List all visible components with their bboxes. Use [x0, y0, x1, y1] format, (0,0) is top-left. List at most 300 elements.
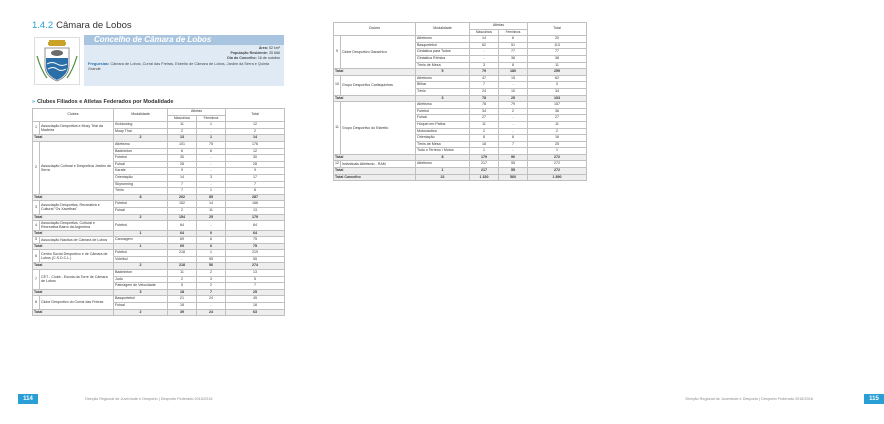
total-label: Total: [33, 309, 114, 316]
total-masculinos: 39: [168, 309, 197, 316]
modalidade-cell: Motonáutica: [416, 128, 470, 135]
club-number: 11: [334, 102, 341, 155]
club-number: 1: [33, 122, 40, 135]
total-atletas: 75: [226, 243, 285, 250]
total-femininos: 7: [197, 289, 226, 296]
header-femininos: Femininos: [499, 29, 528, 36]
masculinos-cell: -: [470, 55, 499, 62]
total-masculinos: 154: [168, 214, 197, 221]
header-masculinos: Masculinos: [168, 115, 197, 122]
total-masculinos: 64: [168, 230, 197, 237]
femininos-cell: 55: [197, 256, 226, 263]
femininos-cell: 24: [197, 296, 226, 303]
masculinos-cell: -: [168, 256, 197, 263]
femininos-cell: 2: [197, 270, 226, 277]
grand-total-modalidades: 22: [416, 174, 470, 181]
club-number: 5: [33, 237, 40, 244]
masculinos-cell: 2: [470, 128, 499, 135]
table-row: [33, 201, 285, 208]
masculinos-cell: 30: [168, 155, 197, 162]
total-atletas: 63: [226, 309, 285, 316]
total-cell: 13: [226, 207, 285, 214]
total-cell: 62: [528, 75, 587, 82]
masculinos-cell: 78: [470, 102, 499, 109]
footer-right: [614, 394, 884, 404]
masculinos-cell: -: [470, 49, 499, 56]
femininos-cell: 77: [499, 49, 528, 56]
total-femininos: 55: [499, 168, 528, 175]
club-name: Individuais Atletismo - RAM: [341, 161, 416, 168]
femininos-cell: 79: [499, 102, 528, 109]
total-cell: 7: [226, 283, 285, 290]
modalidade-cell: Ginástica Rítmica: [416, 55, 470, 62]
total-cell: 9: [226, 168, 285, 175]
masculinos-cell: 11: [168, 122, 197, 129]
masculinos-cell: 8: [470, 135, 499, 142]
masculinos-cell: 14: [470, 36, 499, 43]
fact-municipal-day: Dia do Concelho: 16 de outubro: [227, 56, 280, 60]
modalidade-cell: Atletismo: [416, 75, 470, 82]
masculinos-cell: 11: [168, 270, 197, 277]
total-row: [334, 154, 587, 161]
modalidade-cell: Canoagem: [114, 237, 168, 244]
total-modalidades: 8: [114, 194, 168, 201]
club-number: 9: [334, 36, 341, 69]
footer-left: [18, 394, 288, 404]
total-cell: 5: [226, 276, 285, 283]
total-femininos: 85: [197, 194, 226, 201]
club-name: Associação Desportiva, Cultural e Recreativa Bairro da Argentina: [40, 221, 114, 230]
total-cell: 28: [226, 161, 285, 168]
total-cell: 55: [226, 256, 285, 263]
modalidade-cell: Skyrunning: [114, 181, 168, 188]
femininos-cell: 10: [499, 88, 528, 95]
modalidade-cell: Basquetebol: [114, 296, 168, 303]
masculinos-cell: 5: [168, 283, 197, 290]
total-modalidades: 5: [416, 69, 470, 76]
modalidade-cell: Futebol: [416, 108, 470, 115]
total-row: [334, 69, 587, 76]
total-atletas: 103: [528, 95, 587, 102]
club-name: Associação Desportiva, Recreativa e Cultural "Os Xavelhas": [40, 201, 114, 214]
masculinos-cell: 218: [168, 250, 197, 257]
total-cell: 2: [528, 128, 587, 135]
section-title: [32, 20, 132, 31]
modalidade-cell: Atletismo: [416, 161, 470, 168]
header-atletas: Atletas: [470, 23, 528, 30]
right-page: [300, 0, 879, 424]
femininos-cell: 6: [499, 36, 528, 43]
total-femininos: 25: [499, 95, 528, 102]
total-cell: 77: [528, 49, 587, 56]
total-cell: 75: [226, 237, 285, 244]
modalidade-cell: Patinagem de Velocidade: [114, 283, 168, 290]
femininos-cell: 38: [499, 55, 528, 62]
modalidade-cell: Futsal: [114, 207, 168, 214]
freguesias-list: Freguesias: Câmara de Lobos, Curral das Freiras, Estreito de Câmara de Lobos, Jardim da Serra e Quinta Grande: [88, 62, 270, 71]
total-label: Total: [33, 263, 114, 270]
table-row: [334, 75, 587, 82]
header-clubes: Clubes: [334, 23, 416, 36]
page-number: 115: [864, 394, 884, 404]
total-row: [334, 95, 587, 102]
total-label: Total: [334, 69, 416, 76]
masculinos-cell: 7: [168, 188, 197, 195]
femininos-cell: -: [499, 128, 528, 135]
total-row: [33, 135, 285, 142]
total-cell: 1: [528, 148, 587, 155]
fact-population: População Residente: 35 666: [230, 51, 280, 55]
header-modalidade: Modalidade: [114, 109, 168, 122]
femininos-cell: -: [197, 155, 226, 162]
total-cell: 219: [226, 250, 285, 257]
modalidade-cell: Futebol: [114, 250, 168, 257]
femininos-cell: 15: [499, 75, 528, 82]
chevron-right-icon: »: [32, 99, 36, 105]
total-masculinos: 217: [470, 168, 499, 175]
total-atletas: 25: [226, 289, 285, 296]
total-label: Total: [33, 214, 114, 221]
club-name: Grupo Desportivo Carlisquinhas: [341, 75, 416, 95]
left-page: [0, 0, 300, 424]
total-row: [33, 289, 285, 296]
total-cell: 38: [528, 55, 587, 62]
modalidade-cell: Ténis: [416, 88, 470, 95]
masculinos-cell: 21: [168, 296, 197, 303]
femininos-cell: 51: [499, 42, 528, 49]
femininos-cell: 6: [197, 237, 226, 244]
total-atletas: 14: [226, 135, 285, 142]
grand-total-label: Total Concelho: [334, 174, 416, 181]
modalidade-cell: Todo o Terreno / Motos: [416, 148, 470, 155]
table-row: [334, 161, 587, 168]
total-cell: 18: [226, 303, 285, 310]
femininos-cell: 8: [499, 135, 528, 142]
grand-total-femininos: 560: [499, 174, 528, 181]
total-atletas: 259: [528, 69, 587, 76]
masculinos-cell: 47: [470, 75, 499, 82]
section-number: 1.4.2: [32, 20, 54, 31]
modalidade-cell: Futebol: [114, 155, 168, 162]
total-row: [33, 243, 285, 250]
total-modalidades: 1: [114, 243, 168, 250]
femininos-cell: 55: [499, 161, 528, 168]
masculinos-cell: 34: [470, 108, 499, 115]
modalidade-cell: Futsal: [114, 161, 168, 168]
header-modalidade: Modalidade: [416, 23, 470, 36]
total-modalidades: 2: [114, 214, 168, 221]
grand-total-masculinos: 1 320: [470, 174, 499, 181]
modalidade-cell: Judo: [114, 276, 168, 283]
masculinos-cell: 18: [470, 141, 499, 148]
modalidade-cell: Hóquei em Patins: [416, 121, 470, 128]
total-masculinos: 202: [168, 194, 197, 201]
masculinos-cell: 2: [168, 276, 197, 283]
masculinos-cell: 1: [470, 148, 499, 155]
total-modalidades: 1: [114, 230, 168, 237]
femininos-cell: -: [197, 181, 226, 188]
total-cell: 27: [528, 115, 587, 122]
total-cell: 11: [528, 121, 587, 128]
total-cell: 25: [528, 141, 587, 148]
club-name: Clube Desportivo Garachico: [341, 36, 416, 69]
total-masculinos: 13: [168, 135, 197, 142]
club-name: Associação Cultural e Desportiva Jardim da Serra: [40, 141, 114, 194]
total-masculinos: 179: [470, 154, 499, 161]
total-masculinos: 69: [168, 243, 197, 250]
modalidade-cell: Karate: [114, 168, 168, 175]
section-name: Câmara de Lobos: [56, 20, 132, 31]
femininos-cell: 1: [197, 250, 226, 257]
femininos-cell: 1: [197, 122, 226, 129]
total-cell: 2: [226, 128, 285, 135]
modalidade-cell: Kickboxing: [114, 122, 168, 129]
grand-total-atletas: 1 890: [528, 174, 587, 181]
club-number: 7: [33, 270, 40, 290]
femininos-cell: 11: [197, 207, 226, 214]
municipal-crest-icon: [34, 37, 80, 85]
total-cell: 36: [528, 108, 587, 115]
header-clubes: Clubes: [33, 109, 114, 122]
masculinos-cell: 2: [168, 207, 197, 214]
municipality-banner: [84, 35, 284, 86]
total-label: Total: [33, 194, 114, 201]
total-cell: 45: [226, 296, 285, 303]
total-modalidades: 3: [416, 95, 470, 102]
total-atletas: 287: [226, 194, 285, 201]
total-femininos: 96: [499, 154, 528, 161]
modalidade-cell: Atletismo: [416, 102, 470, 109]
total-atletas: 64: [226, 230, 285, 237]
femininos-cell: 3: [197, 174, 226, 181]
club-number: 2: [33, 141, 40, 194]
header-total: Total: [226, 109, 285, 122]
total-cell: 30: [226, 155, 285, 162]
table-row: [33, 237, 285, 244]
masculinos-cell: 3: [470, 62, 499, 69]
total-cell: 34: [528, 88, 587, 95]
table-row: [33, 296, 285, 303]
total-cell: 0: [528, 82, 587, 89]
masculinos-cell: 69: [168, 237, 197, 244]
table-subheading: » Clubes Filiados e Atletas Federados por Modalidade: [32, 99, 174, 105]
modalidade-cell: Orientação: [416, 135, 470, 142]
table-row: [334, 102, 587, 109]
masculinos-cell: 6: [168, 148, 197, 155]
total-atletas: 179: [226, 214, 285, 221]
total-modalidades: 2: [114, 135, 168, 142]
femininos-cell: -: [499, 121, 528, 128]
femininos-cell: 6: [197, 148, 226, 155]
masculinos-cell: 28: [168, 161, 197, 168]
modalidade-cell: Ténis de Mesa: [416, 141, 470, 148]
total-cell: 166: [226, 201, 285, 208]
club-name: Associação Náutica de Câmara de Lobos: [40, 237, 114, 244]
total-femininos: 6: [197, 243, 226, 250]
club-number: 3: [33, 201, 40, 214]
total-femininos: 24: [197, 309, 226, 316]
femininos-cell: 75: [197, 141, 226, 148]
clubs-athletes-table-right: [333, 22, 587, 181]
table-row: [33, 250, 285, 257]
masculinos-cell: 11: [470, 121, 499, 128]
modalidade-cell: Atletismo: [416, 36, 470, 43]
femininos-cell: 8: [499, 62, 528, 69]
total-masculinos: 78: [470, 95, 499, 102]
fact-area: Área: 52 km²: [258, 46, 280, 50]
femininos-cell: -: [197, 168, 226, 175]
femininos-cell: -: [197, 128, 226, 135]
total-label: Total: [334, 95, 416, 102]
total-masculinos: 218: [168, 263, 197, 270]
total-row: [33, 263, 285, 270]
total-cell: 272: [528, 161, 587, 168]
total-label: Total: [334, 154, 416, 161]
masculinos-cell: 7: [168, 181, 197, 188]
municipality-facts: [227, 46, 280, 61]
modalidade-cell: Bilhar: [416, 82, 470, 89]
masculinos-cell: 18: [168, 303, 197, 310]
femininos-cell: 1: [197, 188, 226, 195]
femininos-cell: 2: [197, 283, 226, 290]
total-row: [33, 230, 285, 237]
total-cell: 11: [528, 62, 587, 69]
club-number: 4: [33, 221, 40, 230]
masculinos-cell: 7: [470, 82, 499, 89]
banner-title: Concelho de Câmara de Lobos: [84, 35, 284, 45]
total-atletas: 274: [226, 263, 285, 270]
total-femininos: 56: [197, 263, 226, 270]
total-row: [334, 168, 587, 175]
total-modalidades: 1: [416, 168, 470, 175]
total-row: [33, 194, 285, 201]
total-cell: 12: [226, 148, 285, 155]
masculinos-cell: 14: [168, 174, 197, 181]
total-modalidades: 8: [416, 154, 470, 161]
masculinos-cell: 24: [470, 88, 499, 95]
total-row: [33, 214, 285, 221]
femininos-cell: -: [499, 148, 528, 155]
page-number: 114: [18, 394, 38, 404]
masculinos-cell: 27: [470, 115, 499, 122]
total-cell: 7: [226, 181, 285, 188]
modalidade-cell: Voleibol: [114, 256, 168, 263]
total-cell: 64: [226, 221, 285, 230]
club-name: Centro Social Desportivo e de Câmara de Lobos (C.S.D.C.L.): [40, 250, 114, 263]
femininos-cell: 2: [499, 108, 528, 115]
modalidade-cell: Badminton: [114, 270, 168, 277]
total-modalidades: 2: [114, 309, 168, 316]
modalidade-cell: Muay Thai: [114, 128, 168, 135]
club-number: 10: [334, 75, 341, 95]
total-cell: 20: [528, 36, 587, 43]
modalidade-cell: Futebol: [114, 221, 168, 230]
modalidade-cell: Futsal: [416, 115, 470, 122]
modalidade-cell: Ténis de Mesa: [416, 62, 470, 69]
club-number: 6: [33, 250, 40, 263]
total-femininos: 25: [197, 214, 226, 221]
total-label: Total: [334, 168, 416, 175]
total-cell: 157: [528, 102, 587, 109]
total-femininos: 0: [197, 230, 226, 237]
footer-text: Direção Regional de Juventude e Desporto | Desporto Federado 2015/2016: [85, 397, 213, 401]
footer-text: Direção Regional de Juventude e Desporto | Desporto Federado 2015/2016: [685, 397, 813, 401]
modalidade-cell: Futebol: [114, 201, 168, 208]
masculinos-cell: 152: [168, 201, 197, 208]
table-row: [33, 141, 285, 148]
header-total: Total: [528, 23, 587, 36]
total-cell: 176: [226, 141, 285, 148]
total-cell: 16: [528, 135, 587, 142]
club-name: Grupo Desportivo do Estreito: [341, 102, 416, 155]
total-label: Total: [33, 230, 114, 237]
femininos-cell: -: [499, 82, 528, 89]
modalidade-cell: Atletismo: [114, 141, 168, 148]
club-name: Associação Desportiva e Musy Trial da Madeira: [40, 122, 114, 135]
header-femininos: Femininos: [197, 115, 226, 122]
total-cell: 17: [226, 174, 285, 181]
modalidade-cell: Badminton: [114, 148, 168, 155]
modalidade-cell: Orientação: [114, 174, 168, 181]
total-cell: 8: [226, 188, 285, 195]
femininos-cell: 7: [499, 141, 528, 148]
table-row: [33, 221, 285, 230]
table-row: [334, 36, 587, 43]
masculinos-cell: 62: [470, 42, 499, 49]
total-femininos: 180: [499, 69, 528, 76]
masculinos-cell: 9: [168, 168, 197, 175]
femininos-cell: -: [499, 115, 528, 122]
club-name: CET - Clube - Escola da Torre de Câmara de Lobos: [40, 270, 114, 290]
femininos-cell: -: [197, 221, 226, 230]
total-cell: 12: [226, 122, 285, 129]
total-modalidades: 2: [114, 263, 168, 270]
grand-total-row: [334, 174, 587, 181]
total-modalidades: 3: [114, 289, 168, 296]
masculinos-cell: 101: [168, 141, 197, 148]
total-masculinos: 18: [168, 289, 197, 296]
club-number: 8: [33, 296, 40, 309]
modalidade-cell: Futsal: [114, 303, 168, 310]
masculinos-cell: 2: [168, 128, 197, 135]
masculinos-cell: 217: [470, 161, 499, 168]
total-atletas: 272: [528, 154, 587, 161]
table-row: [33, 122, 285, 129]
total-row: [33, 309, 285, 316]
total-label: Total: [33, 289, 114, 296]
modalidade-cell: Basquetebol: [416, 42, 470, 49]
femininos-cell: -: [197, 161, 226, 168]
clubs-athletes-table-left: [32, 108, 285, 316]
total-cell: 113: [528, 42, 587, 49]
modalidade-cell: Ténis: [114, 188, 168, 195]
masculinos-cell: 64: [168, 221, 197, 230]
club-name: Clube Desportivo do Curral das Freiras: [40, 296, 114, 309]
club-number: 12: [334, 161, 341, 168]
total-femininos: 1: [197, 135, 226, 142]
total-label: Total: [33, 243, 114, 250]
total-atletas: 272: [528, 168, 587, 175]
table-row: [33, 270, 285, 277]
femininos-cell: 14: [197, 201, 226, 208]
femininos-cell: 3: [197, 276, 226, 283]
header-masculinos: Masculinos: [470, 29, 499, 36]
total-cell: 13: [226, 270, 285, 277]
femininos-cell: -: [197, 303, 226, 310]
header-atletas: Atletas: [168, 109, 226, 116]
total-masculinos: 79: [470, 69, 499, 76]
total-label: Total: [33, 135, 114, 142]
